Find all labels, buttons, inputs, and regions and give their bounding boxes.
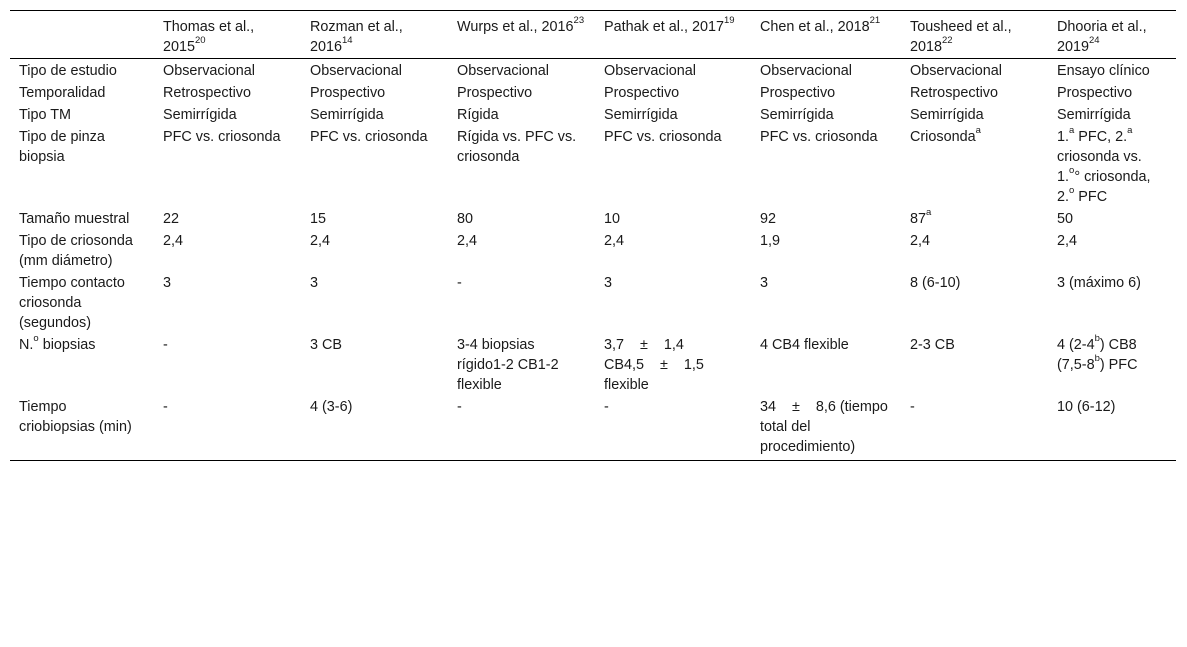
row-label: Tipo de pinza biopsia	[19, 129, 105, 165]
header-citation: 19	[724, 15, 735, 27]
table-cell: Rígida vs. PFC vs. criosonda	[457, 129, 577, 165]
table-row	[10, 231, 1176, 273]
table-cell: 92	[760, 211, 777, 227]
header-text: Chen et al., 2018	[760, 19, 870, 35]
header-study-5	[751, 11, 901, 59]
table-row	[10, 83, 1176, 105]
header-empty	[10, 11, 154, 59]
table-cell: Criosonda$^a$	[910, 125, 981, 145]
table-cell: Observacional	[910, 63, 1002, 79]
table-cell: PFC vs. criosonda	[760, 129, 878, 145]
header-text: Pathak et al., 2017	[604, 19, 725, 35]
table-cell: Semirrígida	[1057, 107, 1131, 123]
row-label: Tiempo contacto criosonda (segundos)	[19, 275, 125, 331]
header-citation: 22	[942, 35, 953, 47]
table-cell: 22	[163, 211, 180, 227]
table-cell: Observacional	[604, 63, 696, 79]
table-row	[10, 273, 1176, 335]
table-cell: Observacional	[310, 63, 402, 79]
header-text: Rozman et al., 2016	[310, 19, 403, 55]
table-row	[10, 397, 1176, 461]
row-label: Tipo de estudio	[19, 63, 117, 79]
table-cell: -	[901, 397, 1048, 461]
table-cell: 3,7 ± 1,4 CB4,5 ± 1,5 flexible	[604, 337, 704, 393]
table-cell: Prospectivo	[760, 85, 836, 101]
table-cell: Prospectivo	[457, 85, 533, 101]
comparison-table	[10, 10, 1176, 461]
table-cell: Semirrígida	[910, 107, 984, 123]
table-cell: 2,4	[310, 233, 331, 249]
table-cell: 3	[310, 275, 319, 291]
header-citation: 20	[195, 35, 206, 47]
header-study-3	[448, 11, 595, 59]
row-label: Tamaño muestral	[19, 211, 130, 227]
table-header	[10, 11, 1176, 59]
table-cell: -	[163, 337, 168, 353]
row-label: N.$^o$ biopsias	[19, 333, 96, 353]
row-label: Tipo de criosonda (mm diámetro)	[19, 233, 133, 269]
table-cell: 3	[163, 275, 172, 291]
table-row	[10, 59, 1176, 84]
header-study-4	[595, 11, 751, 59]
header-citation: 21	[869, 15, 881, 27]
table-cell: Ensayo clínico	[1057, 63, 1150, 79]
table-cell: Retrospectivo	[910, 85, 998, 101]
table-body	[10, 59, 1176, 461]
table-cell: Prospectivo	[604, 85, 680, 101]
header-text: Thomas et al., 2015	[163, 19, 255, 55]
table-cell: Semirrígida	[760, 107, 834, 123]
header-citation: 24	[1089, 35, 1100, 47]
table-cell: -	[154, 397, 301, 461]
table-cell: 8 (6-10)	[910, 275, 961, 291]
table-cell: Semirrígida	[310, 107, 384, 123]
table-cell: Observacional	[457, 63, 549, 79]
table-cell: Prospectivo	[1057, 85, 1133, 101]
table-cell: -	[448, 397, 595, 461]
table-cell: 2-3 CB	[910, 337, 955, 353]
table-cell: 15	[310, 211, 327, 227]
table-cell: -	[595, 397, 751, 461]
header-study-1	[154, 11, 301, 59]
table-cell: Semirrígida	[163, 107, 237, 123]
table-cell: PFC vs. criosonda	[604, 129, 722, 145]
header-text: Wurps et al., 2016	[457, 19, 574, 35]
table-cell: 34 ± 8,6 (tiempo total del procedimiento)	[751, 397, 901, 461]
row-label: Tiempo criobiopsias (min)	[10, 397, 154, 461]
table-cell: 10 (6-12)	[1048, 397, 1176, 461]
header-citation: 14	[342, 35, 353, 47]
table-cell: 87$^a$	[910, 207, 932, 227]
header-study-7	[1048, 11, 1176, 59]
header-study-2	[301, 11, 448, 59]
table-cell: Observacional	[163, 63, 255, 79]
table-row	[10, 335, 1176, 397]
table-cell: 2,4	[604, 233, 625, 249]
header-text: Tousheed et al., 2018	[910, 19, 1012, 55]
table-cell: 80	[457, 211, 474, 227]
table-cell: 1.$^a$ PFC, 2.$^a$ criosonda vs. 1.$^o$° criosonda, 2.$^o$ PFC	[1057, 125, 1151, 205]
table-cell: 4 (3-6)	[301, 397, 448, 461]
table-cell: 1,9	[760, 233, 781, 249]
table-cell: 2,4	[1057, 233, 1078, 249]
header-study-6	[901, 11, 1048, 59]
table-row	[10, 127, 1176, 209]
table-cell: Prospectivo	[310, 85, 386, 101]
table-cell: Retrospectivo	[163, 85, 251, 101]
table-cell: 3 CB	[310, 337, 342, 353]
header-text: Dhooria et al., 2019	[1057, 19, 1147, 55]
table-cell: 2,4	[910, 233, 931, 249]
table-cell: 3 (máximo 6)	[1057, 275, 1141, 291]
table-row	[10, 105, 1176, 127]
row-label: Tipo TM	[19, 107, 71, 123]
table-cell: 3	[604, 275, 613, 291]
row-label: Temporalidad	[19, 85, 106, 101]
table-row	[10, 209, 1176, 231]
table-cell: 50	[1057, 211, 1074, 227]
table-cell: 3	[760, 275, 769, 291]
table-cell: Semirrígida	[604, 107, 678, 123]
table-cell: Rígida	[457, 107, 499, 123]
table-cell: PFC vs. criosonda	[310, 129, 428, 145]
table-cell: -	[457, 275, 462, 291]
table-cell: 10	[604, 211, 621, 227]
header-citation: 23	[573, 15, 585, 27]
table-cell: 3-4 biopsias rígido1-2 CB1-2 flexible	[457, 337, 559, 393]
table-cell: 2,4	[163, 233, 184, 249]
table-cell: 4 (2-4$^b$) CB8 (7,5-8$^b$) PFC	[1057, 333, 1138, 373]
table-cell: Observacional	[760, 63, 852, 79]
table-cell: 4 CB4 flexible	[760, 337, 849, 353]
table-cell: 2,4	[457, 233, 478, 249]
table-cell: PFC vs. criosonda	[163, 129, 281, 145]
